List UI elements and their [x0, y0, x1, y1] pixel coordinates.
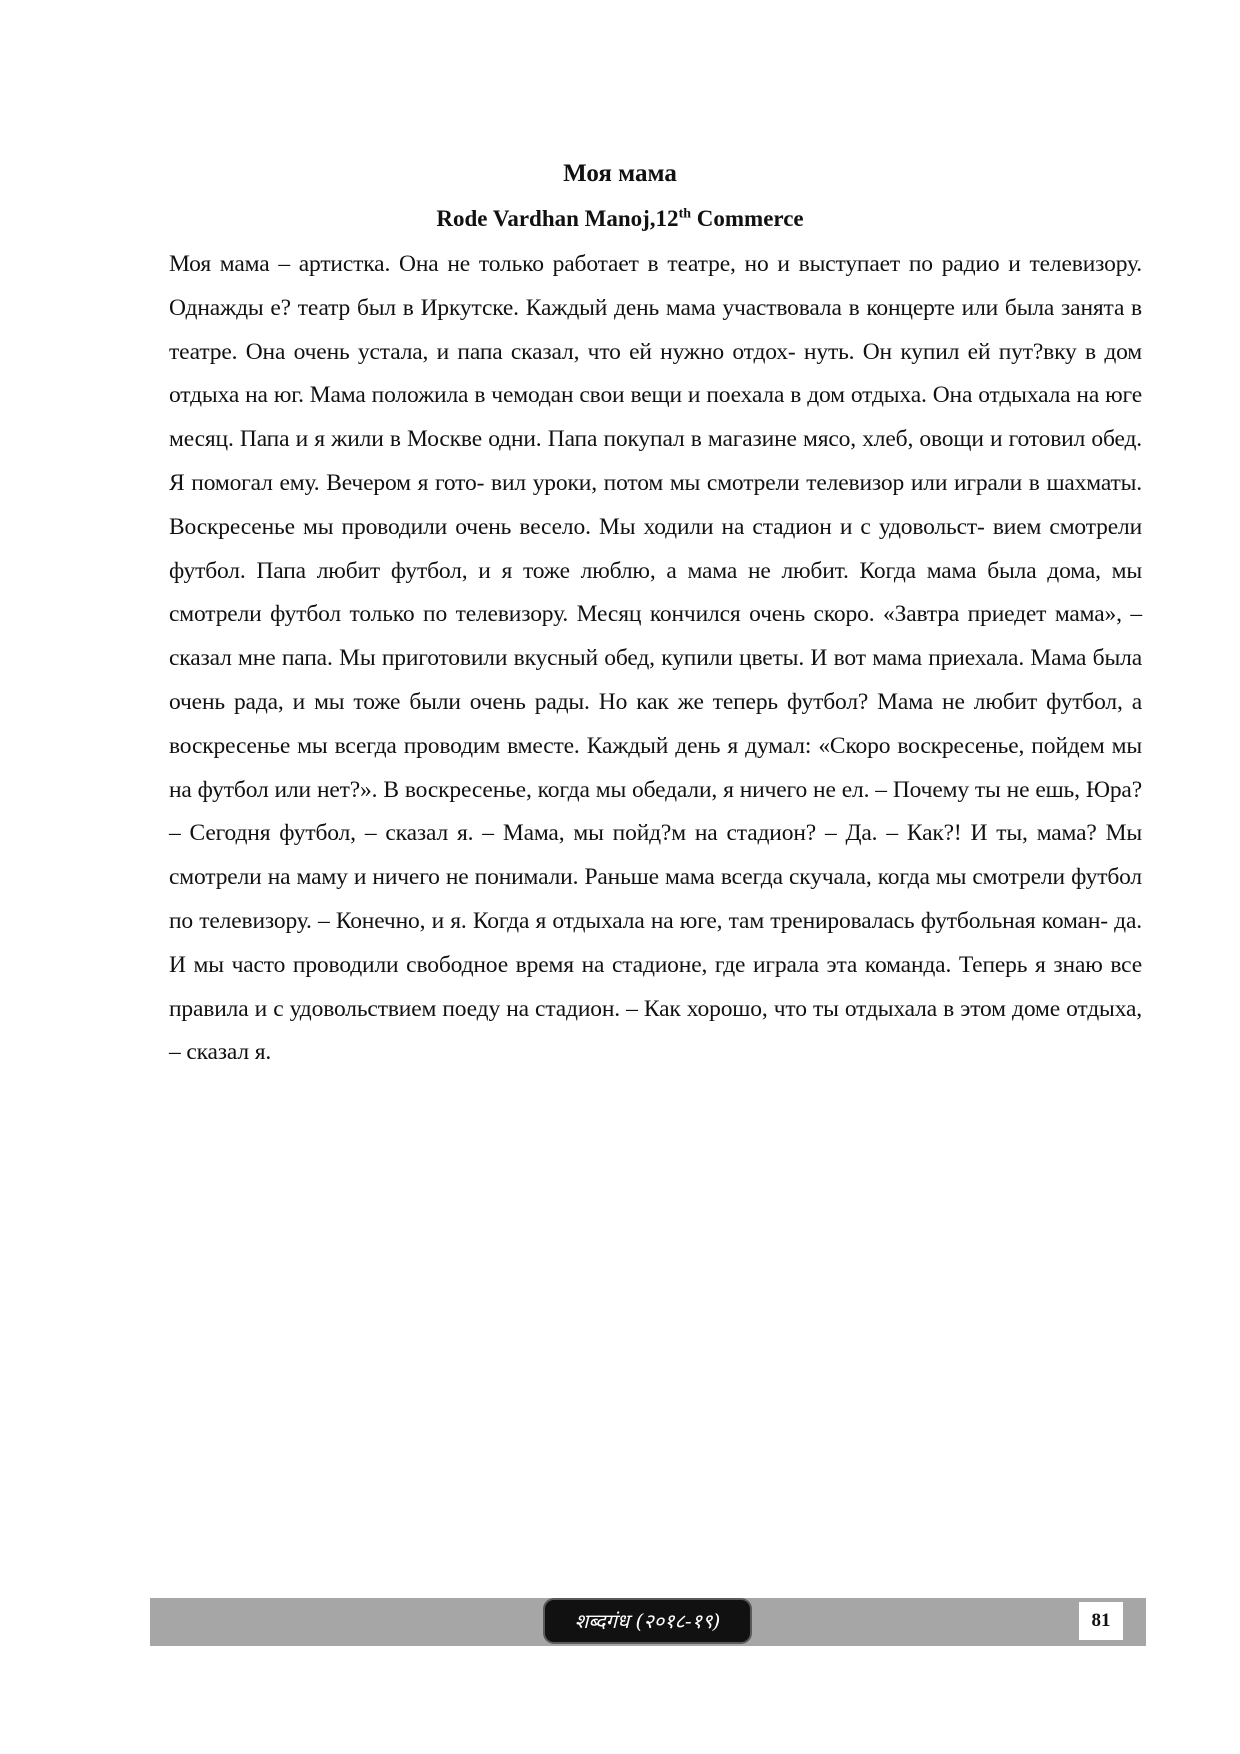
journal-name: शब्दगंध (२०१८-१९): [574, 1609, 721, 1633]
author-grade-suffix: th: [678, 206, 692, 222]
author-stream: Commerce: [691, 206, 804, 231]
article-title: Моя мама: [563, 160, 677, 187]
page-number-box: [1079, 1602, 1123, 1640]
page-number: 81: [1091, 1610, 1111, 1631]
author-name-grade: Rode Vardhan Manoj,12: [436, 206, 679, 231]
author-line: [0, 204, 1240, 234]
journal-badge: [545, 1600, 750, 1642]
article-body: Моя мама – артистка. Она не только работает в театре, но и выступает по радио и телевизору. Однажды е? театр был в Иркутске. Каждый день мама участвовала в концерте или была занята в театре. Она очень устала, и папа сказал, что ей нужно отдох- нуть. Он купил ей пут?вку в дом отдыха на юг. Мама положила в чемодан свои вещи и поехала в дом отдыха. Она отдыхала на юге месяц. Папа и я жили в Москве одни. Папа покупал в магазине мясо, хлеб, овощи и готовил обед. Я помогал ему. Вечером я гото- вил уроки, потом мы смотрели телевизор или играли в шахматы. Воскресенье мы проводили очень весело. Мы ходили на стадион и с удовольст- вием смотрели футбол. Папа любит футбол, и я тоже люблю, а мама не любит. Когда мама была дома, мы смотрели футбол только по телевизору. Месяц кончился очень скоро. «Завтра приедет мама», – сказал мне папа. Мы приготовили вкусный обед, купили цветы. И вот мама приехала. Мама была очень рада, и мы тоже были очень рады. Но как же теперь футбол? Мама не любит футбол, а воскресенье мы всегда проводим вместе. Каждый день я думал: «Скоро воскресенье, пойдем мы на футбол или нет?». В воскресенье, когда мы обедали, я ничего не ел. – Почему ты не ешь, Юра? – Сегодня футбол, – сказал я. – Мама, мы пойд?м на стадион? – Да. – Как?! И ты, мама? Мы смотрели на маму и ничего не понимали. Раньше мама всегда скучала, когда мы смотрели футбол по телевизору. – Конечно, и я. Когда я отдыхала на юге, там тренировалась футбольная коман- да. И мы часто проводили свободное время на стадионе, где играла эта команда. Теперь я знаю все правила и с удовольствием поеду на стадион. – Как хорошо, что ты отдыхала в этом доме отдыха, – сказал я.: [169, 251, 1142, 1066]
